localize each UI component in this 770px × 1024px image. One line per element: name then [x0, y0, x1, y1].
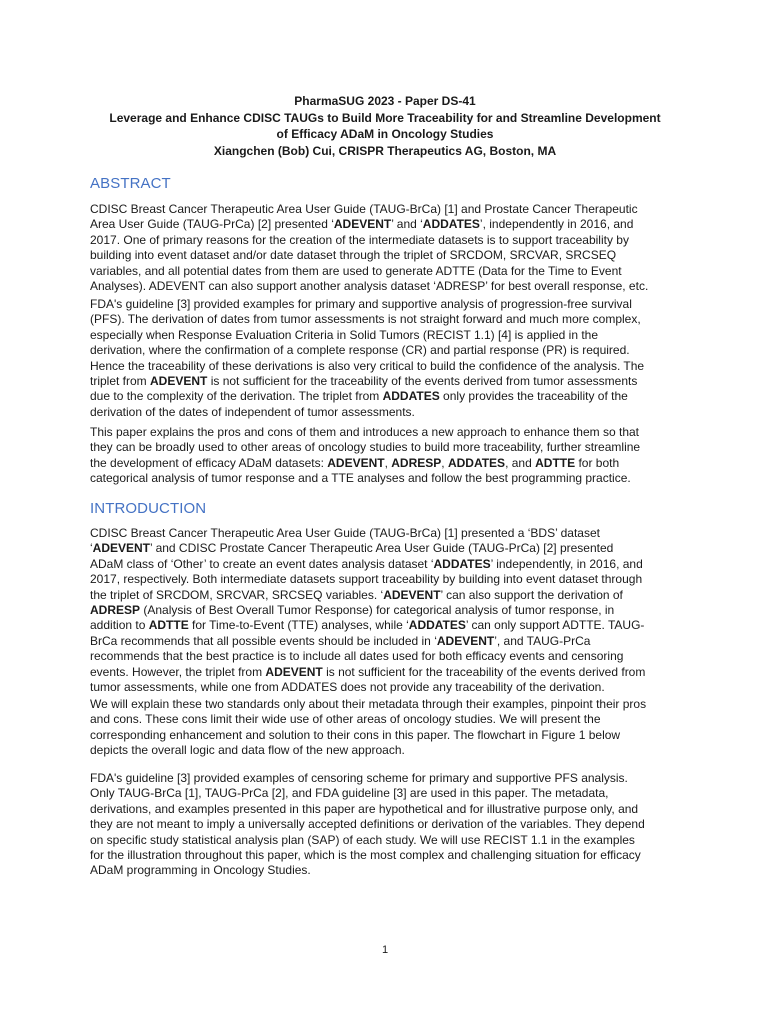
- dataset-name: ADTTE: [535, 455, 576, 470]
- text-line: (PFS). The derivation of dates from tumor assessments is not straight forward and much more complex,: [90, 312, 641, 327]
- dataset-name: ADEVENT: [436, 633, 495, 648]
- text-line: ADaM class of ‘Other’ to create an event dates analysis dataset ‘ADDATES’ independently, in 2016, and: [90, 556, 643, 571]
- abstract-heading: ABSTRACT: [90, 175, 171, 192]
- dataset-name: ADEVENT: [150, 374, 208, 389]
- dataset-name: ADEVENT: [327, 455, 385, 470]
- text-line: on specific study statistical analysis plan (SAP) of each study. We will use RECIST 1.1 in the examples: [90, 832, 635, 847]
- text-line: FDA's guideline [3] provided examples of censoring scheme for primary and supportive PFS analysis.: [90, 771, 628, 785]
- title-line-2: of Efficacy ADaM in Oncology Studies: [276, 127, 494, 141]
- text-line: due to the complexity of the derivation. The triplet from ADDATES only provides the traceability of the: [90, 389, 628, 404]
- dataset-name: ADEVENT: [265, 664, 323, 679]
- text-line: they can be broadly used to other areas of oncology studies to build more traceability, further streamline: [90, 440, 641, 455]
- text-line: and cons. These cons limit their wide use of other areas of oncology studies. We will present the: [90, 712, 601, 727]
- text-line: triplet from ADEVENT is not sufficient for the traceability of the events derived from tumor assessments: [90, 374, 638, 389]
- text-line: variables, and all potential dates from them are used to generate ADTTE (Data for the Time to Event: [90, 263, 622, 278]
- text-line: 2017. One of primary reasons for the creation of the intermediate datasets is to support traceability by: [90, 232, 629, 247]
- text-line: derivations, and examples presented in this paper are hypothetical and for illustrative purpose only, and: [90, 801, 639, 816]
- paper-header: [60, 93, 710, 159]
- text-line: corresponding enhancement and solution to their cons in this paper. The flowchart in Figure 1 below: [90, 727, 621, 742]
- abstract-paragraph-1: [90, 202, 680, 294]
- text-line: ADRESP (Analysis of Best Overall Tumor Response) for categorical analysis of tumor response, in: [90, 603, 615, 618]
- text-line: categorical analysis of tumor response and a TTE analyses and follow the best programming practice.: [90, 471, 631, 486]
- text-line: the development of efficacy ADaM datasets: ADEVENT, ADRESP, ADDATES, and ADTTE for both: [90, 455, 620, 470]
- dataset-name: ADDATES: [382, 389, 440, 404]
- text-line: the triplet of SRCDOM, SRCVAR, SRCSEQ variables. ‘ADEVENT’ can also support the derivation of: [90, 587, 623, 602]
- text-line: FDA's guideline [3] provided examples for primary and supportive analysis of progression-free survival: [90, 297, 632, 311]
- page-number: 1: [381, 944, 389, 956]
- text-line: tumor assessments, while one from ADDATES does not provide any traceability of the derivation.: [90, 680, 605, 695]
- text-line: ADaM programming in Oncology Studies.: [90, 863, 311, 878]
- text-line: recommends that the best practice is to include all dates used for both efficacy events and censoring: [90, 649, 624, 664]
- author-line: Xiangchen (Bob) Cui, CRISPR Therapeutics AG, Boston, MA: [213, 143, 557, 158]
- text-line: events. However, the triplet from ADEVENT is not sufficient for the traceability of the events derived from: [90, 664, 646, 679]
- dataset-name: ADDATES: [447, 455, 506, 470]
- text-line: CDISC Breast Cancer Therapeutic Area User Guide (TAUG-BrCa) [1] and Prostate Cancer Therapeutic: [90, 202, 638, 216]
- introduction-paragraph-2: [90, 697, 680, 759]
- text-line: Only TAUG-BrCa [1], TAUG-PrCa [2], and FDA guideline [3] are used in this paper. The metadata,: [90, 786, 609, 801]
- text-line: BrCa recommends that all possible events should be included in ‘ADEVENT’, and TAUG-PrCa: [90, 633, 591, 648]
- text-line: depicts the overall logic and data flow of the new approach.: [90, 743, 405, 758]
- introduction-paragraph-1: [90, 526, 680, 695]
- dataset-name: ADEVENT: [92, 541, 151, 556]
- dataset-name: ADEVENT: [383, 587, 441, 602]
- dataset-name: ADEVENT: [333, 217, 392, 232]
- text-line: they are not meant to imply a universally accepted definitions or derivation of the variables. They depend: [90, 817, 645, 832]
- introduction-paragraph-3: [90, 771, 680, 879]
- text-line: Analyses). ADEVENT can also support another analysis dataset ‘ADRESP’ for best overall response, etc.: [90, 279, 649, 294]
- dataset-name: ADRESP: [391, 455, 442, 470]
- dataset-name: ADDATES: [422, 217, 480, 232]
- text-line: 2017, respectively. Both intermediate datasets support traceability by building into event dataset through: [90, 572, 643, 587]
- text-line: addition to ADTTE for Time-to-Event (TTE) analyses, while ‘ADDATES’ can only support ADTTE. TAUG-: [90, 618, 645, 633]
- text-line: building into event dataset and/or date dataset through the triplet of SRCDOM, SRCVAR, SRCSEQ: [90, 248, 617, 263]
- text-line: derivation, where the confirmation of a complete response (CR) and partial response (PR) is required.: [90, 343, 630, 358]
- dataset-name: ADDATES: [408, 618, 466, 633]
- text-line: for the illustration throughout this paper, which is the most complex and challenging situation for efficacy: [90, 848, 641, 863]
- text-line: Area User Guide (TAUG-PrCa) [2] presented ‘ADEVENT’ and ‘ADDATES’, independently in 2016, and: [90, 217, 634, 232]
- dataset-name: ADTTE: [148, 618, 189, 633]
- text-line: This paper explains the pros and cons of them and introduces a new approach to enhance them so that: [90, 425, 640, 439]
- text-line: CDISC Breast Cancer Therapeutic Area User Guide (TAUG-BrCa) [1] presented a ‘BDS’ dataset: [90, 526, 600, 540]
- abstract-paragraph-3: [90, 425, 680, 487]
- dataset-name: ADDATES: [433, 556, 491, 571]
- text-line: especially when Response Evaluation Criteria in Solid Tumors (RECIST 1.1) [4] is applied in the: [90, 327, 599, 342]
- dataset-name: ADRESP: [90, 603, 141, 618]
- text-line: ‘ADEVENT’ and CDISC Prostate Cancer Therapeutic Area User Guide (TAUG-PrCa) [2] presented: [90, 541, 614, 556]
- conference-line: PharmaSUG 2023 - Paper DS-41: [294, 94, 476, 108]
- title-line-1: Leverage and Enhance CDISC TAUGs to Build More Traceability for and Streamline Development: [109, 110, 661, 125]
- text-line: We will explain these two standards only about their metadata through their examples, pinpoint their pros: [90, 697, 647, 711]
- text-line: derivation of the dates of independent of tumor assessments.: [90, 404, 415, 419]
- text-line: Hence the traceability of these derivations is also very critical to build the confidence of the analysis. The: [90, 358, 645, 373]
- abstract-paragraph-2: [90, 297, 680, 420]
- introduction-heading: INTRODUCTION: [90, 500, 207, 517]
